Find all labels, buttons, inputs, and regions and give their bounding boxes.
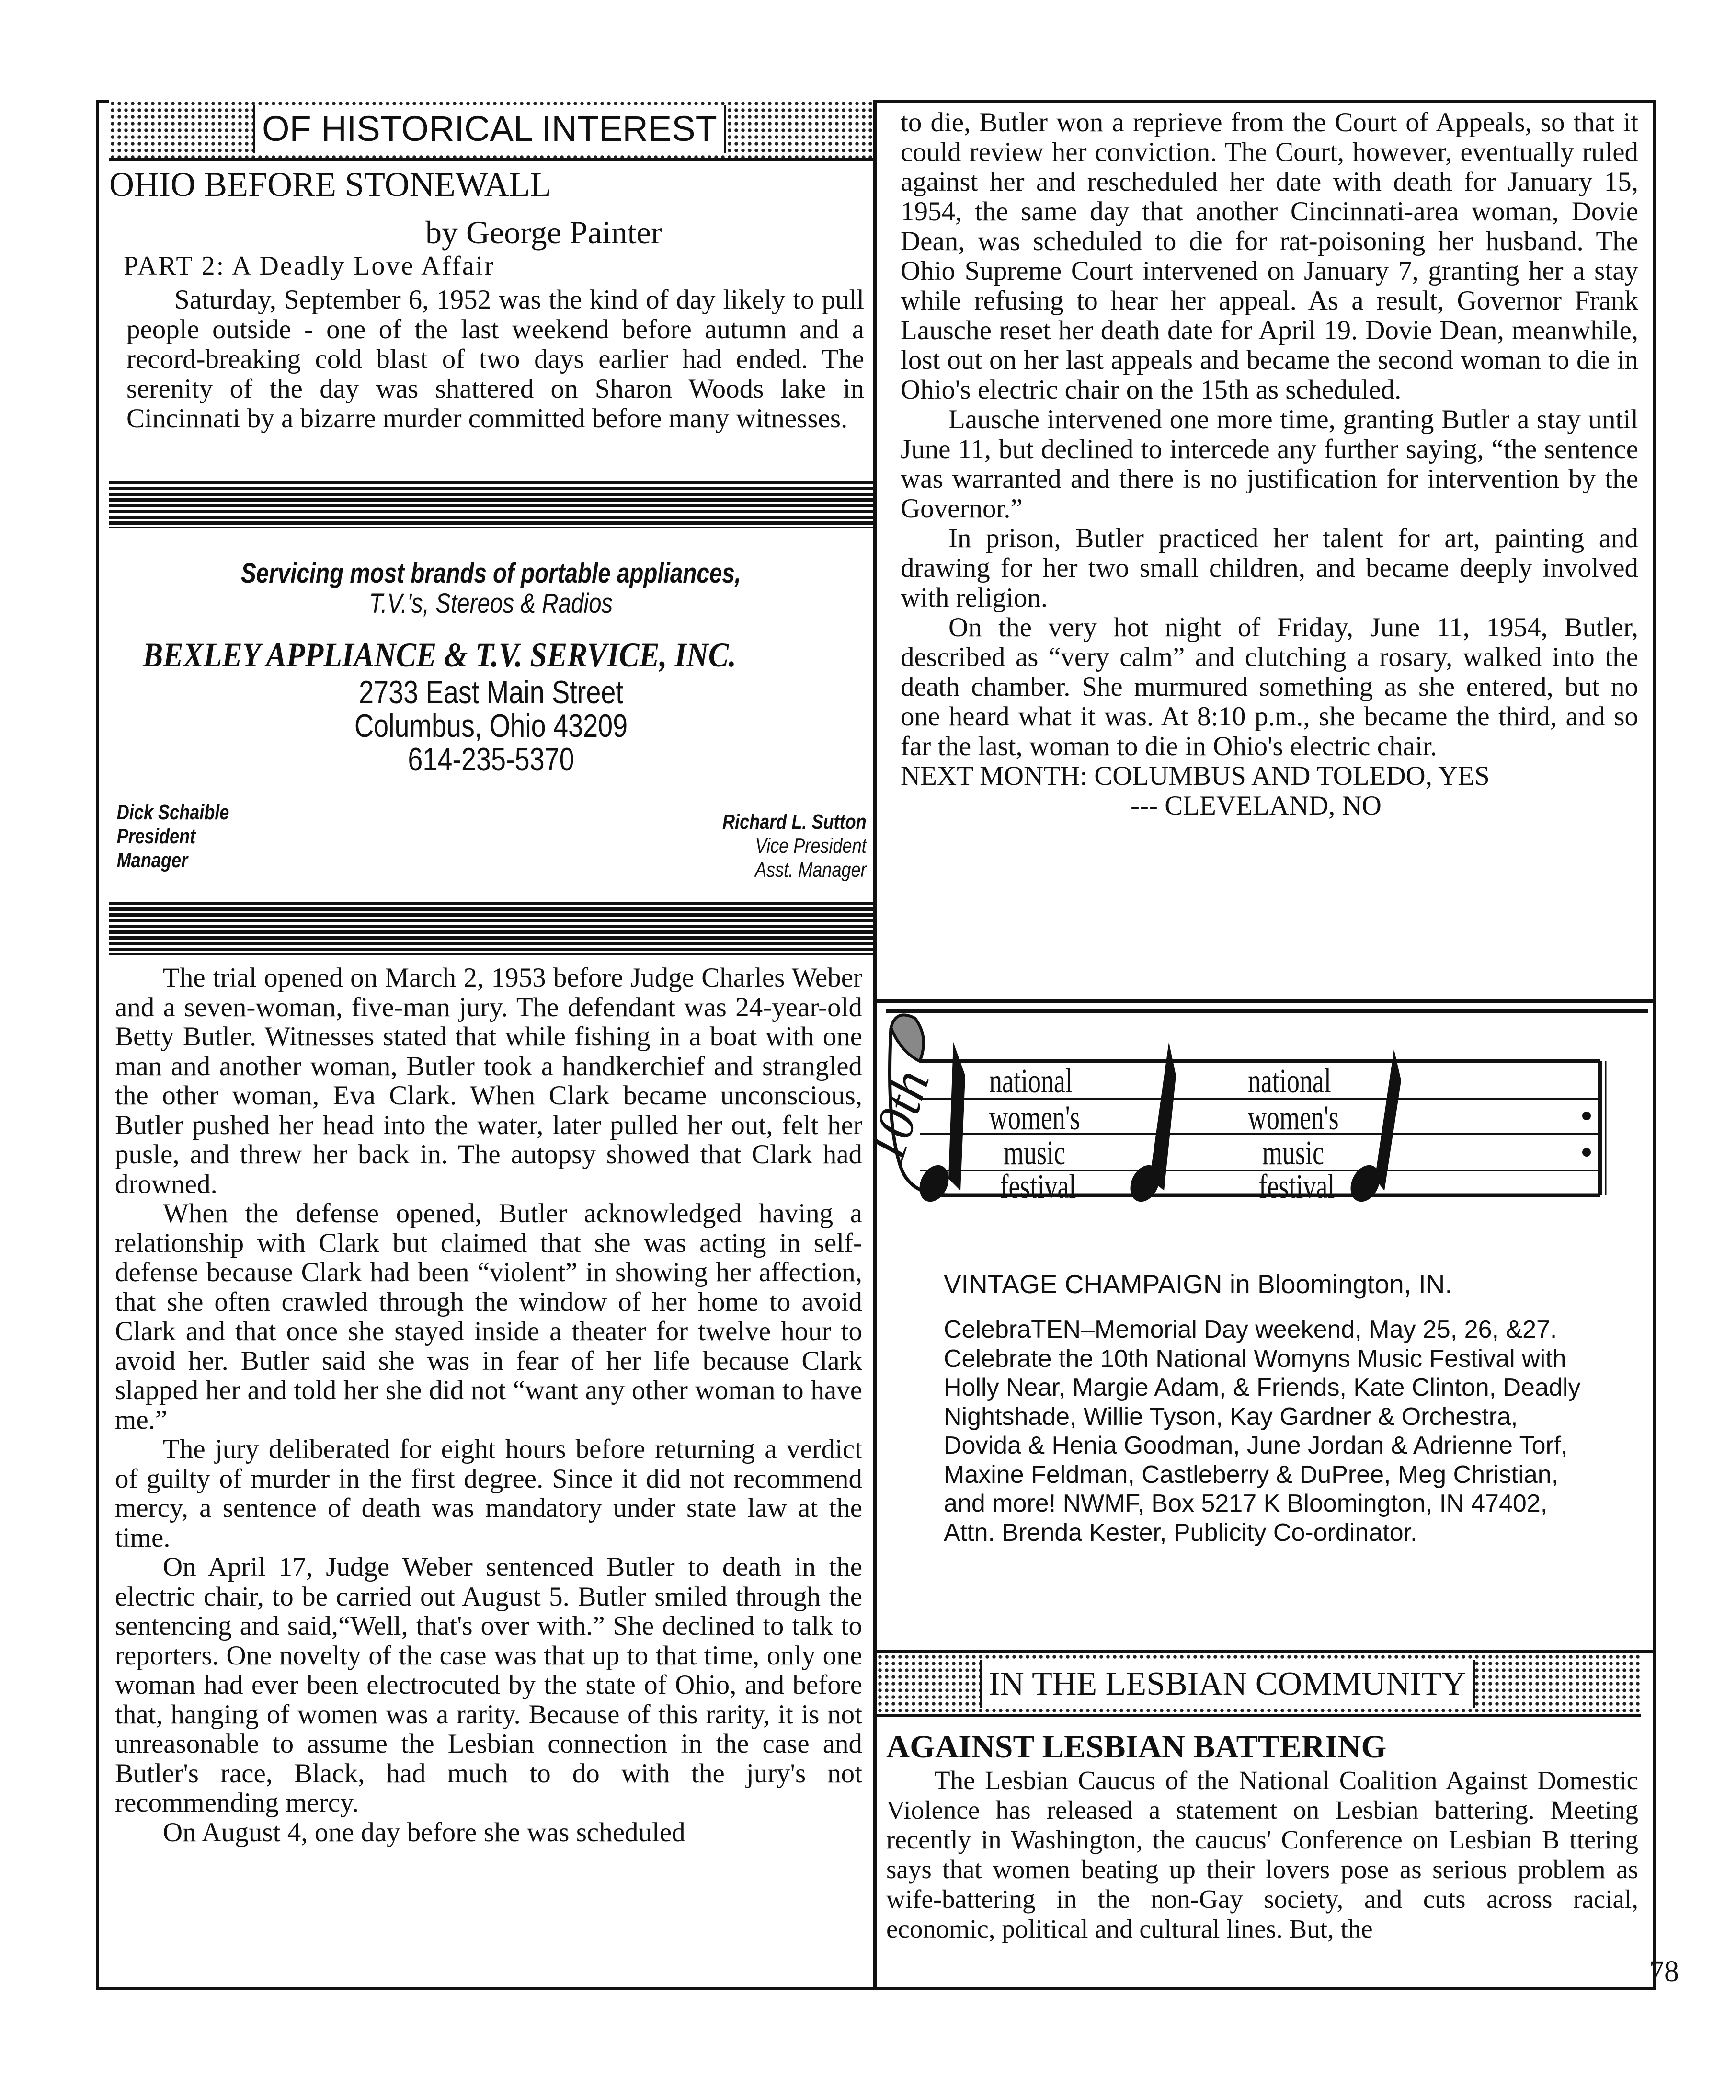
ad-left-contact [117,801,229,872]
logo-word: women's [989,1098,1080,1137]
section-header-lesbian-community [877,1653,1641,1717]
continued-paragraph: to die, Butler won a reprieve from the Court of Appeals, so that it could review her conviction. The Court, however, eventually ruled against her and rescheduled her date with death for January 15, 1954, the same day that another Cincinnati-area woman, Dovie Dean, was scheduled to die for rat-poisoning her husband. The Ohio Supreme Court intervened on January 7, granting her a stay while refusing to hear her appeal. As a result, Governor Frank Lausche reset her death date for April 19. Dovie Dean, meanwhile, lost out on her last appeals and became the second woman to die in Ohio's electric chair on the 15th as scheduled. [901,107,1638,405]
continued-article-text [901,108,1638,821]
ad-phone: 614-235-5370 [408,741,574,778]
ad-right-title-2: Asst. Manager [755,858,867,882]
ad-left-title-2: Manager [116,849,188,872]
trial-paragraph: The trial opened on March 2, 1953 before Judge Charles Weber and a seven-woman, five-man jury. The defendant was 24-year-old Betty Butler. Witnesses stated that while fishing in a boat with one man and another woman, Butler took a handkerchief and strangled the other woman, Eva Clark. When Clark became unconscious, Butler pushed her head into the water, later pulled her out, felt her pusle, and threw her back in. The autopsy showed that Clark had drowned. [115,963,862,1199]
section-header-historical [109,100,873,161]
article-paragraph: The Lesbian Caucus of the National Coalition Against Domestic Violence has released a statement on Lesbian battering. Meeting recently in Washington, the caucus' Conference on Lesbian B ttering says that women beating up their lovers pose as serious problem as wife-battering in the non-Gay society, and cuts across racial, economic, political and cultural lines. But, the [886,1766,1638,1943]
section-header-label: IN THE LESBIAN COMMUNITY [980,1660,1475,1708]
article-intro-text [126,285,864,434]
logo-word: music [1004,1133,1065,1172]
logo-word: festival [1000,1167,1076,1205]
continued-paragraph: Lausche intervened one more time, granting Butler a stay until June 11, but declined to intercede any further saying, “the sentence was warranted and there is no justification for intervention by the Governor.” [901,404,1638,524]
logo-ordinal: 10th [856,1063,941,1170]
article-part: PART 2: A Deadly Love Affair [124,251,495,281]
article-body [886,1766,1638,1944]
article-intro [109,161,873,481]
ad-tagline-1: Servicing most brands of portable appliances, [241,558,741,589]
continued-paragraph: On the very hot night of Friday, June 11, 1954, Butler, described as “very calm” and clutching a rosary, walked into the death chamber. She murmured something as she entered, but no one heard what it was. At 8:10 p.m., she became the third, and so far the last, woman to die in Ohio's electric chair. [901,612,1638,761]
article-title: OHIO BEFORE STONEWALL [109,165,551,204]
article-byline: by George Painter [425,214,662,251]
festival-heading: VINTAGE CHAMPAIGN in Bloomington, IN. [944,1269,1452,1299]
article-title: AGAINST LESBIAN BATTERING [886,1728,1387,1765]
logo-word: national [989,1061,1073,1100]
ad-street: 2733 East Main Street [359,674,623,711]
festival-body: CelebraTEN–Memorial Day weekend, May 25, 26, &27. Celebrate the 10th National Womyns Music Festival with Holly Near, Margie Adam, & Friends, Kate Clinton, Deadly Nightshade, Willie Tyson, Kay Gardner & Orchestra, Dovida & Henia Goodman, June Jordan & Adrienne Torf, Maxine Feldman, Castleberry & DuPree, Meg Christian, and more! NWMF, Box 5217 K Bloomington, IN 47402, Attn. Brenda Kester, Publicity Co-ordinator. [944,1316,1581,1547]
ad-right-contact [722,810,867,882]
ad-right-name: Richard L. Sutton [722,810,867,834]
rule [875,999,1656,1003]
ad-tagline-2: T.V.'s, Stereos & Radios [369,588,613,619]
battering-article [886,1727,1638,1944]
ad-company: BEXLEY APPLIANCE & T.V. SERVICE, INC. [143,636,736,674]
intro-paragraph: Saturday, September 6, 1952 was the kind of day likely to pull people outside - one of the last weekend before autumn and a record-breaking cold blast of two days earlier had ended. The serenity of the day was shattered on Sharon Woods lake in Cincinnati by a bizarre murder committed before many witnesses. [126,285,864,434]
trial-paragraph: On August 4, one day before she was scheduled [163,1817,685,1848]
logo-word: music [1262,1133,1324,1172]
ad-city: Columbus, Ohio 43209 [354,708,628,744]
ad-right-title-1: Vice President [755,834,867,858]
bexley-ad [109,528,873,902]
stripe-divider [109,481,873,528]
logo-word: women's [1248,1098,1339,1137]
trial-paragraph: When the defense opened, Butler acknowledged having a relationship with Clark but claimed that she was acting in self-defense because Clark had been “violent” in showing her affection, that she often crawled through the window of her home to avoid Clark and that once she stayed inside a theater for twelve hour to avoid her. Butler said she was in fear of her life because Clark slapped her and told her she did not “want any other woman to have me.” [115,1198,862,1435]
festival-announcement [856,1009,1648,1651]
festival-logo [856,1009,1648,1219]
trial-article-text [115,963,862,1847]
page-number: 78 [1649,1955,1679,1988]
logo-word: national [1248,1061,1331,1100]
ad-left-title-1: President [116,825,196,848]
next-month-line-2: --- CLEVELAND, NO [1131,791,1382,821]
section-header-label: OF HISTORICAL INTEREST [253,105,726,153]
trial-paragraph: The jury deliberated for eight hours before returning a verdict of guilty of murder in the first degree. Since it did not recommend mercy, a sentence of death was mandatory under state law at the time. [115,1434,862,1553]
trial-paragraph: On April 17, Judge Weber sentenced Butler to death in the electric chair, to be carried out August 5. Butler smiled through the sentencing and said,“Well, that's over with.” She declined to talk to reporters. One novelty of the case was that up to that time, only one woman had ever been electrocuted by the state of Ohio, and before that, hanging of women was a rarity. Because of this rarity, it is not unreasonable to assume the Lesbian connection in the case and Butler's race, Black, had much to do with the jury's not recommending mercy. [115,1552,862,1818]
rule [875,1650,1656,1653]
ad-left-name: Dick Schaible [116,801,229,824]
logo-word: festival [1258,1167,1335,1205]
next-month-line-1: NEXT MONTH: COLUMBUS AND TOLEDO, YES [901,761,1490,791]
column-divider [873,100,877,1990]
stripe-divider [109,902,873,955]
continued-paragraph: In prison, Butler practiced her talent for art, painting and drawing for her two small children, and became deeply involved with religion. [901,523,1638,613]
